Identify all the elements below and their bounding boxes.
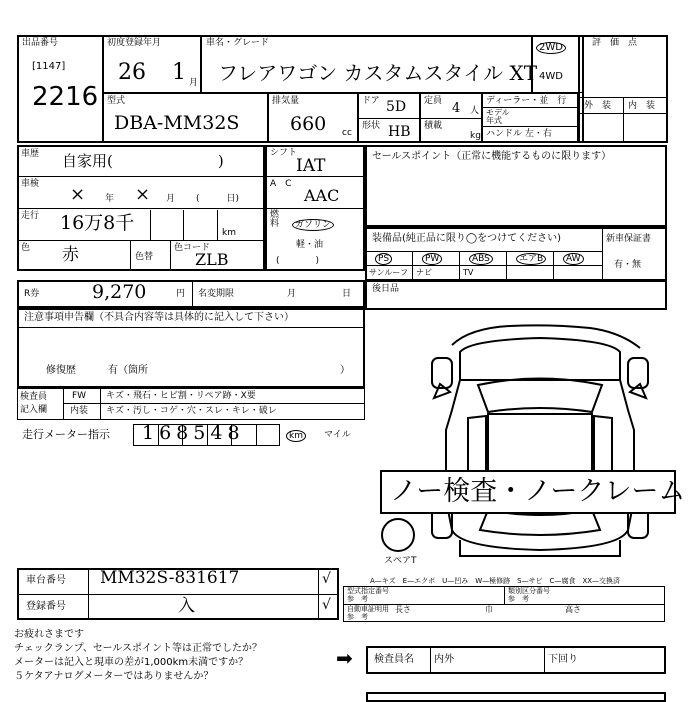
- inspector-interior-label: 内装: [70, 406, 89, 416]
- warranty-options: 有・無: [614, 260, 642, 270]
- spare-tire: [382, 519, 414, 551]
- color-value: 赤: [62, 245, 79, 265]
- lot-number-label: 出品番号: [22, 38, 59, 48]
- equipment-label: 装備品(純正品に限り◯をつけてください): [372, 233, 561, 244]
- name-change-day: 日: [342, 289, 352, 299]
- later-items-label: 後日品: [372, 284, 400, 294]
- reg-check: √: [322, 597, 331, 613]
- mileage-unit: km: [222, 228, 236, 238]
- equip-item-row2-1: ナビ: [416, 268, 432, 277]
- shift-value: IAT: [296, 156, 326, 176]
- color-code-label: 色コード: [174, 243, 211, 253]
- windshield-outline: [478, 379, 602, 413]
- equip-item-1: PW: [422, 253, 442, 265]
- mirror-right: [630, 384, 646, 398]
- load-label: 積載: [424, 121, 443, 131]
- spec-div-v: [504, 586, 505, 604]
- inspector-name-label: 検査員名: [374, 654, 414, 665]
- color-label: 色: [21, 243, 31, 253]
- displacement-label: 排気量: [272, 96, 300, 106]
- chassis-label: 車台番号: [26, 575, 66, 586]
- handle-label: ハンドル 左・右: [486, 129, 552, 139]
- shape-value: HB: [388, 124, 411, 140]
- door-label: ドア: [362, 96, 380, 106]
- shift-label: シフト: [270, 148, 298, 158]
- spare-label: スペアT: [384, 556, 417, 566]
- damage-legend: A—キズ E—エクボ U—凹み W—極修跡 S—サビ C—腐食 XX—交換済: [370, 577, 621, 585]
- model-type-label: 型式: [107, 96, 126, 106]
- footer-line-1: お疲れさまです: [14, 629, 84, 640]
- ac-label: A C: [270, 179, 292, 189]
- inspection-day-unit: ( 日): [196, 194, 240, 204]
- load-unit: kg: [470, 131, 481, 141]
- fw-label: FW: [72, 391, 87, 401]
- inspection-month: ×: [135, 184, 151, 205]
- displacement: 660: [290, 113, 327, 135]
- fuel-paren: ( ): [276, 256, 320, 266]
- width-label: 巾: [485, 605, 493, 614]
- score-interior-label: 内 装: [628, 101, 656, 111]
- equip-item-3: エアB: [516, 253, 546, 265]
- first-reg-label: 初度登録年月: [107, 38, 162, 48]
- length-label: 長さ: [395, 605, 411, 614]
- repair-label: 修復歴: [46, 365, 76, 376]
- rear-bumper: [460, 540, 620, 556]
- chassis-div-h: [17, 594, 339, 595]
- wheel-front-left: [432, 358, 452, 388]
- car-name-label: 車名・グレード: [206, 38, 270, 48]
- mileage-value: 16万8千: [60, 212, 135, 234]
- capacity-unit: 人: [470, 106, 480, 116]
- sales-point-label: セールスポイント（正常に機能するものに限ります）: [372, 151, 612, 162]
- reg-no-label: 登録番号: [26, 601, 66, 612]
- inspector-name-div-1: [430, 646, 431, 674]
- history-value: 自家用( ): [62, 152, 224, 170]
- model-year-label: モデル 年式: [486, 108, 510, 125]
- inspector-label: 検査員 記入欄: [20, 392, 48, 415]
- capacity-label: 定員: [424, 96, 443, 106]
- drive-2wd: 2WD: [536, 42, 566, 54]
- fuel-label: 燃 料: [270, 210, 289, 229]
- model-type: DBA-MM32S: [114, 112, 240, 134]
- inspection-year: ×: [70, 184, 86, 205]
- equip-item-2: ABS: [469, 253, 493, 265]
- interior-items: キズ・汚し・コゲ・穴・スレ・キレ・破レ: [106, 406, 277, 416]
- arrow-icon: ➡: [336, 646, 353, 670]
- dealer-label: ディーラー・並 行: [486, 96, 567, 106]
- class-label: 類別区分番号 参 考: [508, 587, 550, 603]
- lot-number: 2216: [32, 82, 99, 112]
- recycle-label: R券: [24, 289, 40, 299]
- type-cert-label: 型式指定番号 参 考: [347, 587, 389, 603]
- ac-value: AAC: [304, 186, 340, 205]
- mileage-label: 走行: [21, 211, 40, 221]
- first-reg-year: 26: [118, 60, 146, 85]
- footer-line-4: ５ケタアナログメーターではありませんか？: [14, 671, 214, 682]
- reg-value: 入: [178, 596, 195, 616]
- meter-value: 168548: [142, 422, 245, 444]
- fuel-options: 軽・油: [296, 240, 324, 250]
- score-exterior-label: 外 装: [584, 101, 612, 111]
- inside-label: 内外: [434, 654, 454, 665]
- recycle-unit: 円: [176, 289, 186, 299]
- warranty-label: 新車保証書: [606, 234, 652, 244]
- repair-value: 有（箇所: [108, 365, 148, 376]
- shape-label: 形状: [362, 121, 381, 131]
- drive-4wd: 4WD: [539, 71, 563, 82]
- bottom-frame: [366, 692, 666, 702]
- rear-outline: [452, 530, 628, 550]
- mirror-left: [434, 384, 450, 398]
- front-bumper-outline: [452, 325, 640, 348]
- first-reg-month-unit: 月: [189, 78, 199, 88]
- chassis-check-div: [318, 568, 319, 620]
- color-code: ZLB: [195, 250, 229, 269]
- door-value: 5D: [386, 99, 407, 115]
- meter-label: 走行メーター指示: [22, 428, 110, 441]
- equip-item-0: PS: [375, 253, 392, 265]
- footer-line-3: メーターは記入と現車の差が1,000km未満ですか？: [14, 657, 249, 668]
- equip-item-4: AW: [563, 253, 584, 265]
- repaint-label: 色替: [135, 252, 154, 262]
- chassis-value: MM32S-831617: [100, 568, 240, 588]
- inspection-label: 車検: [21, 179, 40, 189]
- inspection-year-unit: 年: [105, 194, 115, 204]
- score-label: 評 価 点: [592, 38, 638, 48]
- first-reg-month: 1: [172, 60, 186, 85]
- name-change-month: 月: [287, 289, 297, 299]
- lot-stamp: [1147]: [32, 61, 66, 72]
- name-change-label: 名変期限: [198, 289, 235, 299]
- capacity-value: 4: [452, 101, 461, 116]
- fw-items: キズ・飛石・ヒビ割・リペア跡・X要: [106, 391, 256, 401]
- hood-outline: [460, 338, 620, 380]
- meter-km: km: [286, 430, 306, 442]
- car-name: フレアワゴン カスタムスタイル XT: [218, 61, 538, 85]
- fuel-value: ガソリン: [292, 219, 334, 231]
- no-inspection-text: ノー検査・ノークレーム: [390, 476, 686, 507]
- spec-div-h: [343, 604, 665, 605]
- notes-label: 注意事項申告欄（不具合内容等は具体的に記入して下さい）: [24, 312, 294, 323]
- chassis-check: √: [322, 571, 331, 587]
- equip-item-row2-0: サンルーフ: [369, 268, 408, 277]
- cert-label: 自動車証明用 参 考: [347, 605, 389, 621]
- inspector-name-div-2: [544, 646, 545, 674]
- equip-item-row2-2: TV: [463, 268, 474, 277]
- meter-mile: マイル: [324, 430, 351, 440]
- recycle-value: 9,270: [92, 281, 147, 303]
- under-label: 下回り: [548, 654, 578, 665]
- history-label: 車歴: [21, 149, 40, 159]
- displacement-unit: cc: [342, 128, 352, 138]
- repair-close: ）: [340, 365, 350, 376]
- height-label: 高さ: [565, 605, 581, 614]
- inspection-month-unit: 月: [166, 194, 176, 204]
- wheel-front-right: [628, 358, 648, 388]
- footer-line-2: チェックランプ、セールスポイント等は正常でしたか？: [14, 643, 262, 654]
